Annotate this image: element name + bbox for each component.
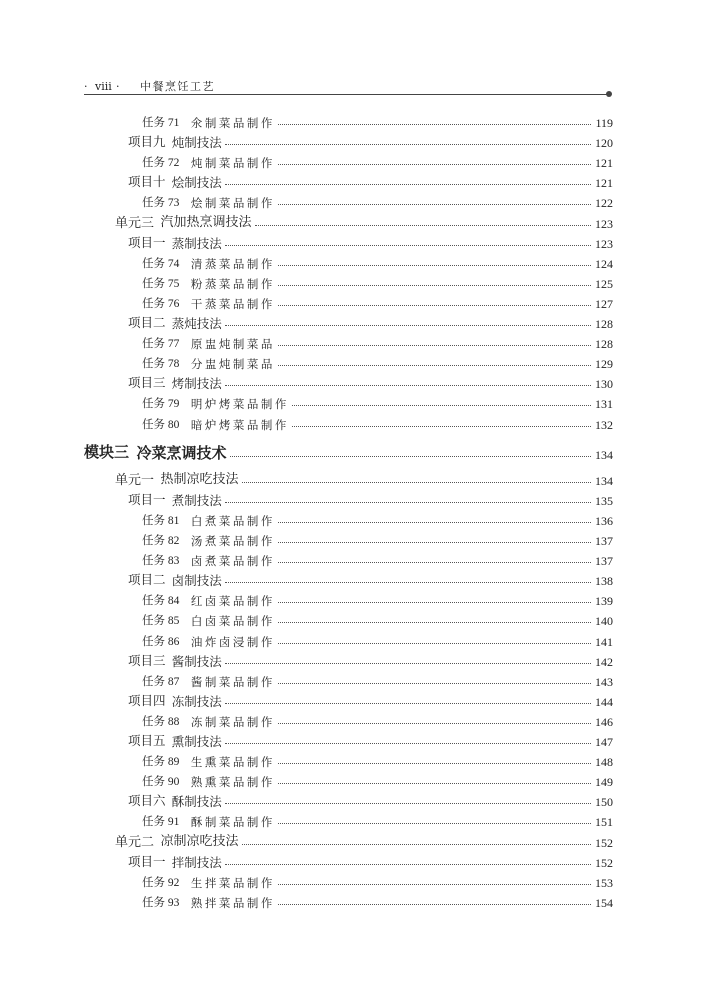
toc-entry[interactable] (142, 351, 613, 371)
toc-page-number: 125 (595, 276, 613, 291)
toc-dot-leader (278, 345, 591, 346)
toc-entry-title: 酥制菜品制作 (190, 815, 275, 830)
toc-entry-title: 蒸炖技法 (171, 316, 222, 331)
toc-entry[interactable] (142, 150, 613, 170)
toc-entry-number: 任务 85 (142, 615, 180, 628)
toc-page-number: 129 (595, 357, 613, 372)
toc-entry-number: 项目十 (128, 175, 166, 190)
toc-entry-number: 任务 74 (142, 257, 180, 270)
toc-dot-leader (225, 502, 591, 503)
toc-dot-leader (278, 904, 591, 905)
toc-entry-spacer (179, 257, 191, 271)
toc-entry-title: 暗炉烤菜品制作 (190, 417, 289, 432)
toc-entry-number: 任务 80 (142, 418, 180, 431)
toc-dot-leader (278, 723, 591, 724)
toc-entry-spacer (179, 815, 191, 829)
toc-entry[interactable] (142, 709, 613, 729)
toc-page-number: 151 (595, 815, 613, 830)
header-rule-end-dot (606, 91, 612, 97)
toc-dot-leader (278, 884, 591, 885)
toc-entry-number: 任务 90 (142, 776, 180, 789)
toc-entry-title: 炖制菜品制作 (190, 156, 275, 171)
toc-entry[interactable] (142, 769, 613, 789)
toc-entry-title: 冷菜烹调技术 (136, 443, 227, 462)
toc-entry[interactable] (142, 412, 613, 432)
toc-entry-number: 任务 87 (142, 675, 180, 688)
toc-dot-leader (278, 204, 591, 205)
toc-entry-spacer (179, 534, 191, 548)
toc-entry-spacer (179, 357, 191, 371)
toc-entry-number: 项目三 (128, 376, 166, 391)
toc-page-number: 152 (595, 835, 613, 850)
toc-entry[interactable] (142, 291, 613, 311)
toc-entry-number: 任务 82 (142, 535, 180, 547)
toc-entry[interactable] (128, 689, 613, 709)
toc-entry-number: 任务 84 (142, 595, 180, 608)
toc-entry-number: 项目五 (128, 734, 166, 748)
toc-page-number: 135 (595, 493, 613, 508)
toc-entry[interactable] (142, 190, 613, 210)
header-bullet-left: · (84, 80, 88, 93)
toc-page-number: 137 (595, 554, 613, 569)
toc-entry-spacer (179, 715, 191, 729)
toc-entry-number: 任务 92 (142, 876, 180, 889)
toc-page-number: 130 (595, 377, 613, 392)
toc-entry-number: 任务 72 (142, 157, 180, 170)
toc-entry-number: 任务 81 (142, 514, 180, 527)
toc-dot-leader (278, 562, 591, 563)
toc-dot-leader (242, 482, 591, 483)
toc-entry-title: 汤煮菜品制作 (190, 534, 275, 548)
toc-entry-spacer (179, 675, 191, 689)
toc-entry-title: 生拌菜品制作 (190, 875, 275, 890)
toc-entry[interactable] (128, 729, 613, 749)
toc-entry[interactable] (142, 669, 613, 689)
toc-entry[interactable] (84, 442, 613, 462)
toc-entry-title: 红卤菜品制作 (190, 594, 275, 609)
toc-page-number: 153 (595, 875, 613, 890)
toc-entry[interactable] (142, 809, 613, 829)
toc-page-number: 137 (595, 534, 613, 548)
toc-entry[interactable] (142, 870, 613, 890)
toc-dot-leader (278, 763, 591, 764)
toc-page-number: 121 (595, 176, 613, 191)
toc-entry-title: 明炉烤菜品制作 (190, 397, 289, 412)
toc-entry-spacer (179, 554, 191, 568)
toc-entry-number: 项目四 (128, 693, 166, 708)
toc-page-number: 123 (595, 236, 613, 251)
toc-entry-title: 汽加热烹调技法 (160, 214, 252, 230)
toc-page-number: 128 (595, 317, 613, 331)
toc-entry-number: 模块三 (84, 444, 130, 461)
toc-entry[interactable] (142, 508, 613, 528)
toc-entry[interactable] (142, 331, 613, 351)
toc-entry[interactable] (142, 890, 613, 910)
toc-dot-leader (225, 325, 591, 326)
toc-entry[interactable] (128, 568, 613, 588)
toc-page-number: 154 (595, 895, 613, 910)
toc-dot-leader (225, 803, 591, 804)
toc-entry-number: 项目一 (128, 235, 166, 250)
toc-entry[interactable] (142, 629, 613, 649)
toc-entry-title: 烤制技法 (171, 376, 222, 392)
toc-page-number: 120 (595, 136, 613, 151)
toc-entry-number: 任务 71 (142, 117, 180, 129)
toc-entry[interactable] (142, 110, 613, 130)
toc-entry[interactable] (142, 391, 613, 411)
toc-entry-title: 氽制菜品制作 (190, 116, 275, 130)
toc-dot-leader (278, 643, 591, 644)
toc-entry-number: 任务 91 (142, 816, 180, 829)
toc-dot-leader (242, 844, 591, 845)
toc-entry-title: 煮制技法 (171, 492, 222, 508)
toc-entry-spacer (179, 775, 191, 789)
toc-page-number: 143 (595, 674, 613, 689)
toc-dot-leader (278, 265, 591, 266)
toc-entry-number: 任务 89 (142, 756, 180, 769)
toc-dot-leader (255, 225, 591, 226)
toc-entry-number: 任务 78 (142, 358, 180, 371)
toc-entry-spacer (179, 156, 191, 170)
toc-page-number: 147 (595, 735, 613, 749)
toc-entry-title: 干蒸菜品制作 (190, 296, 275, 311)
toc-page-number: 131 (595, 397, 613, 412)
toc-entry-spacer (179, 594, 191, 608)
toc-entry-title: 卤煮菜品制作 (190, 554, 275, 569)
toc-entry-number: 任务 93 (142, 896, 180, 909)
toc-dot-leader (278, 542, 591, 543)
toc-entry[interactable] (128, 649, 613, 669)
toc-dot-leader (278, 823, 591, 824)
toc-entry-number: 项目六 (128, 794, 166, 809)
toc-entry-number: 项目九 (128, 135, 166, 150)
toc-entry-number: 项目一 (128, 492, 166, 507)
toc-entry-title: 白煮菜品制作 (190, 513, 275, 528)
toc-page-number: 144 (595, 694, 613, 709)
toc-entry-spacer (179, 196, 191, 210)
toc-entry-title: 清蒸菜品制作 (190, 256, 275, 271)
toc-entry-number: 任务 75 (142, 277, 180, 290)
header-book-title: 中餐烹饪工艺 (140, 80, 215, 93)
toc-entry-number: 项目一 (128, 854, 166, 869)
toc-entry-title: 酱制技法 (171, 653, 222, 669)
toc-dot-leader (278, 124, 592, 125)
toc-entry-number: 单元三 (115, 214, 155, 230)
toc-entry[interactable] (128, 130, 613, 150)
toc-entry[interactable] (128, 311, 613, 331)
toc-entry[interactable] (128, 170, 613, 190)
toc-entry-title: 烩制技法 (171, 175, 222, 191)
toc-entry-spacer (179, 397, 191, 411)
toc-entry[interactable] (128, 850, 613, 870)
toc-entry-title: 熟拌菜品制作 (190, 895, 275, 910)
toc-entry-spacer (179, 277, 191, 291)
toc-dot-leader (278, 602, 591, 603)
toc-dot-leader (278, 522, 591, 523)
toc-dot-leader (278, 783, 591, 784)
toc-dot-leader (225, 864, 591, 865)
toc-dot-leader (225, 703, 591, 704)
toc-entry-title: 酱制菜品制作 (190, 674, 275, 689)
toc-dot-leader (278, 365, 591, 366)
toc-entry-number: 任务 73 (142, 197, 180, 210)
toc-entry[interactable] (142, 749, 613, 769)
toc-entry[interactable] (142, 251, 613, 271)
toc-entry-number: 项目二 (128, 316, 166, 330)
toc-entry-spacer (179, 297, 191, 311)
toc-entry-spacer (179, 418, 191, 432)
toc-entry-spacer (179, 635, 191, 649)
toc-entry[interactable] (128, 488, 613, 508)
header-bullet-right: · (116, 80, 120, 93)
toc-entry-title: 炖制技法 (171, 135, 222, 151)
toc-page-number: 121 (595, 156, 613, 171)
toc-entry-number: 任务 83 (142, 555, 180, 568)
toc-dot-leader (230, 456, 591, 457)
header-rule (84, 94, 608, 95)
toc-page-number: 128 (595, 337, 613, 352)
toc-entry-number: 任务 86 (142, 635, 180, 648)
toc-entry-title: 熏制技法 (171, 734, 222, 749)
toc-entry-number: 单元二 (115, 833, 155, 849)
toc-entry[interactable] (128, 371, 613, 391)
toc-page-number: 142 (595, 654, 613, 669)
toc-page-number: 140 (595, 614, 613, 629)
toc-entry-title: 酥制技法 (171, 794, 222, 810)
toc-entry[interactable] (142, 548, 613, 568)
toc-dot-leader (292, 405, 591, 406)
toc-entry-spacer (179, 896, 191, 910)
toc-entry-title: 油炸卤浸制作 (190, 634, 275, 649)
toc-entry-title: 冻制菜品制作 (190, 714, 275, 729)
toc-page-number: 138 (595, 574, 613, 589)
toc-entry-spacer (179, 614, 191, 628)
toc-dot-leader (278, 683, 591, 684)
toc-dot-leader (225, 385, 591, 386)
toc-page-number: 134 (595, 447, 613, 462)
toc-entry-title: 蒸制技法 (171, 235, 222, 251)
toc-entry[interactable] (142, 528, 613, 548)
toc-page-number: 127 (595, 296, 613, 311)
toc-page-number: 149 (595, 775, 613, 790)
toc-entry-title: 熟熏菜品制作 (190, 775, 275, 790)
toc-entry-title: 拌制技法 (171, 854, 222, 870)
toc-dot-leader (225, 663, 591, 664)
toc-entry-number: 单元一 (115, 471, 155, 487)
toc-entry-title: 原盅炖制菜品 (190, 337, 275, 352)
toc-dot-leader (278, 622, 591, 623)
toc-entry-number: 任务 77 (142, 338, 180, 351)
toc-dot-leader (225, 144, 591, 145)
toc-entry[interactable] (142, 608, 613, 628)
toc-entry-spacer (129, 444, 137, 462)
toc-entry-title: 热制凉吃技法 (160, 471, 239, 487)
toc-page-number: 152 (595, 855, 613, 870)
toc-entry-number: 项目三 (128, 653, 166, 668)
toc-entry-spacer (179, 116, 191, 130)
toc-dot-leader (225, 184, 591, 185)
toc-entry-spacer (179, 337, 191, 351)
toc-page-number: 122 (595, 196, 613, 211)
toc-entry-title: 分盅炖制菜品 (190, 357, 275, 372)
toc-dot-leader (292, 426, 591, 427)
toc-entry-number: 任务 76 (142, 297, 180, 310)
toc-page-number: 150 (595, 795, 613, 810)
toc-page-number: 141 (595, 634, 613, 649)
toc-page-number: 119 (595, 116, 613, 130)
toc-entry[interactable] (115, 468, 613, 488)
toc-page-number: 136 (595, 513, 613, 528)
toc-entry[interactable] (128, 231, 613, 251)
toc-dot-leader (225, 582, 591, 583)
toc-entry-title: 白卤菜品制作 (190, 614, 275, 629)
toc-page-number: 132 (595, 417, 613, 432)
toc-page-number: 148 (595, 755, 613, 770)
toc-dot-leader (278, 285, 591, 286)
running-header (84, 80, 612, 100)
header-page-number: viii (95, 80, 112, 93)
toc-page-number: 124 (595, 256, 613, 271)
toc-entry[interactable] (115, 830, 613, 850)
toc-entry-title: 卤制技法 (171, 573, 222, 589)
toc-page-number: 139 (595, 594, 613, 609)
toc-entry-title: 生熏菜品制作 (190, 755, 275, 770)
toc-page-number: 123 (595, 216, 613, 231)
toc-dot-leader (225, 245, 591, 246)
toc-entry-title: 凉制凉吃技法 (160, 833, 239, 849)
toc-entry[interactable] (142, 271, 613, 291)
toc-dot-leader (278, 164, 591, 165)
toc-page-number: 134 (595, 473, 613, 488)
toc-entry-number: 项目二 (128, 573, 166, 588)
toc-entry-spacer (179, 755, 191, 769)
toc-entry-title: 粉蒸菜品制作 (190, 276, 275, 291)
toc-dot-leader (278, 305, 591, 306)
toc-entry[interactable] (142, 588, 613, 608)
toc-entry-number: 任务 79 (142, 398, 180, 411)
toc-entry[interactable] (128, 789, 613, 809)
toc-entry-spacer (179, 514, 191, 528)
toc-entry-title: 烩制菜品制作 (190, 196, 275, 211)
toc-entry-number: 任务 88 (142, 715, 180, 728)
toc-page-number: 146 (595, 714, 613, 729)
toc-dot-leader (225, 743, 591, 744)
toc-entry-title: 冻制技法 (171, 693, 222, 709)
toc-entry[interactable] (115, 211, 613, 231)
toc-entry-spacer (179, 876, 191, 890)
